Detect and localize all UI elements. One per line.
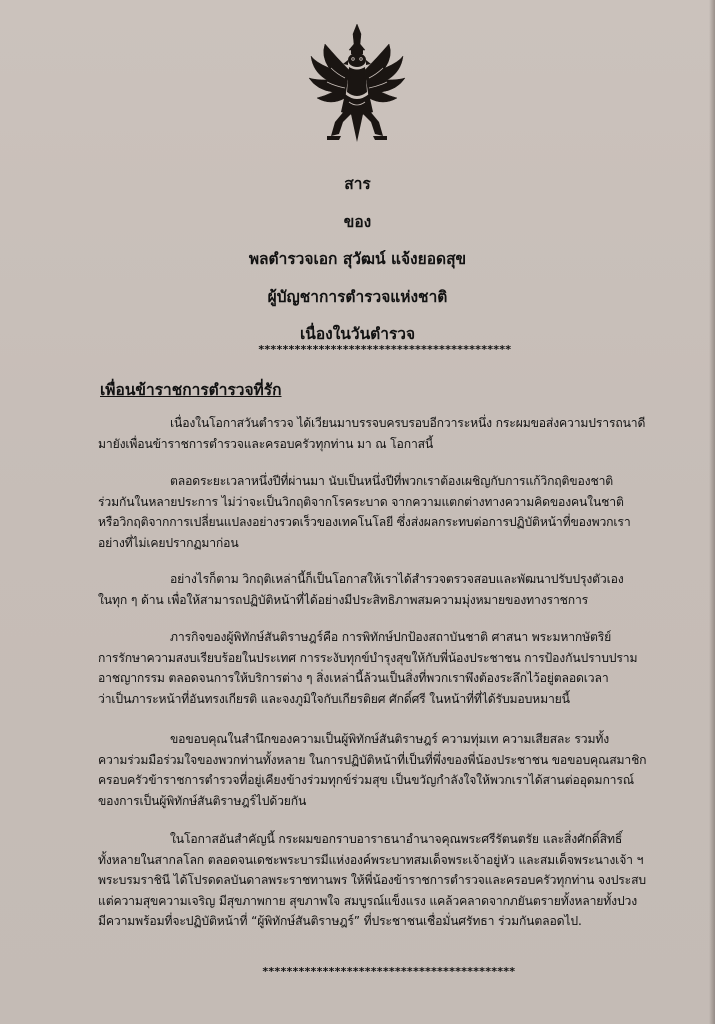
paragraph-line: มายังเพื่อนข้าราชการตำรวจและครอบครัวทุกท่าน มา ณ โอกาสนี้	[98, 436, 434, 451]
separator-bottom: ******************************************	[262, 965, 515, 978]
paragraph-line: อย่างไรก็ตาม วิกฤติเหล่านี้ก็เป็นโอกาสให้เราได้สำรวจตรวจสอบและพัฒนาปรับปรุงตัวเอง	[170, 572, 624, 586]
paragraph-line: ร่วมกันในหลายประการ ไม่ว่าจะเป็นวิกฤติจากโรคระบาด จากความแตกต่างทางความคิดของคนในชาติ	[98, 494, 624, 509]
garuda-emblem-icon	[307, 22, 407, 146]
paragraph-line: ครอบครัวข้าราชการตำรวจที่อยู่เคียงข้างร่วมทุกข์ร่วมสุข เป็นขวัญกำลังใจให้พวกเราได้สานต่ออุดมการณ์	[98, 773, 634, 787]
salutation: เพื่อนข้าราชการตำรวจที่รัก	[100, 381, 282, 399]
paragraph-line: ในโอกาสอันสำคัญนี้ กระผมขอกราบอาราธนาอำนาจคุณพระศรีรัตนตรัย และสิ่งศักดิ์สิทธิ์	[170, 832, 623, 846]
separator-top: ******************************************	[258, 343, 511, 356]
paragraph-5	[98, 729, 646, 811]
page-edge-shadow	[709, 0, 715, 1024]
paragraph-line: ของการเป็นผู้พิทักษ์สันติราษฎร์ไปด้วยกัน	[98, 793, 307, 808]
paragraph-line: พระบรมราชินี ได้โปรดดลบันดาลพระราชทานพร ให้พี่น้องข้าราชการตำรวจและครอบครัวทุกท่าน จงประสบ	[98, 873, 646, 887]
heading-line-4: ผู้บัญชาการตำรวจแห่งชาติ	[267, 287, 448, 306]
paragraph-3	[98, 569, 646, 610]
heading-line-1: สาร	[344, 175, 371, 193]
heading-line-2: ของ	[343, 212, 372, 231]
paragraph-line: มีความพร้อมที่จะปฏิบัติหน้าที่ “ผู้พิทักษ์สันติราษฎร์” ที่ประชาชนเชื่อมั่นศรัทธา ร่วมกันตลอดไป.	[98, 914, 582, 928]
paragraph-line: ขอขอบคุณในสำนึกของความเป็นผู้พิทักษ์สันติราษฎร์ ความทุ่มเท ความเสียสละ รวมทั้ง	[170, 732, 610, 746]
paragraph-line: หรือวิกฤติจากการเปลี่ยนแปลงอย่างรวดเร็วของเทคโนโลยี ซึ่งส่งผลกระทบต่อการปฏิบัติหน้าที่ของพวกเรา	[98, 515, 631, 529]
paragraph-line: เนื่องในโอกาสวันตำรวจ ได้เวียนมาบรรจบครบรอบอีกวาระหนึ่ง กระผมขอส่งความปรารถนาดี	[170, 416, 646, 430]
heading-block	[0, 175, 715, 344]
paragraph-line: ตลอดระยะเวลาหนึ่งปีที่ผ่านมา นับเป็นหนึ่งปีที่พวกเราต้องเผชิญกับการแก้วิกฤติของชาติ	[170, 474, 614, 488]
heading-line-5: เนื่องในวันตำรวจ	[299, 325, 416, 344]
paragraph-line: อาชญากรรม ตลอดจนการให้บริการต่าง ๆ สิ่งเหล่านี้ล้วนเป็นสิ่งที่พวกเราพึงต้องระลึกไว้อยู่ตลอดเวลา	[98, 671, 609, 685]
paragraph-1	[98, 413, 646, 454]
paragraph-line: ภารกิจของผู้พิทักษ์สันติราษฎร์คือ การพิทักษ์ปกป้องสถาบันชาติ ศาสนา พระมหากษัตริย์	[170, 630, 612, 644]
paragraph-line: ในทุก ๆ ด้าน เพื่อให้สามารถปฏิบัติหน้าที่ได้อย่างมีประสิทธิภาพสมความมุ่งหมายของทางราชการ	[98, 592, 589, 607]
paragraph-6	[98, 829, 646, 932]
paragraph-line: อย่างที่ไม่เคยปรากฏมาก่อน	[98, 535, 239, 550]
paragraph-line: ทั้งหลายในสากลโลก ตลอดจนเดชะพระบารมีแห่งองค์พระบาทสมเด็จพระเจ้าอยู่หัว และสมเด็จพระนางเจ้า ฯ	[98, 852, 644, 867]
paragraph-4	[98, 627, 646, 709]
paragraph-line: ความร่วมมือร่วมใจของพวกท่านทั้งหลาย ในการปฏิบัติหน้าที่เป็นที่พึ่งของพี่น้องประชาชน ขอขอบคุณสมาชิก	[98, 752, 646, 767]
paragraph-line: ว่าเป็นภาระหน้าที่อันทรงเกียรติ และจงภูมิใจกับเกียรติยศ ศักดิ์ศรี ในหน้าที่ที่ได้รับมอบหมายนี้	[98, 691, 570, 706]
paragraph-2	[98, 471, 646, 553]
paragraph-line: การรักษาความสงบเรียบร้อยในประเทศ การระงับทุกข์บำรุงสุขให้กับพี่น้องประชาชน การป้องกันปราบปราม	[98, 650, 638, 665]
heading-line-3: พลตำรวจเอก สุวัฒน์ แจ้งยอดสุข	[248, 250, 467, 269]
paragraph-line: แต่ความสุขความเจริญ มีสุขภาพกาย สุขภาพใจ สมบูรณ์แข็งแรง แคล้วคลาดจากภยันตรายทั้งหลายทั้งปวง	[98, 893, 638, 908]
